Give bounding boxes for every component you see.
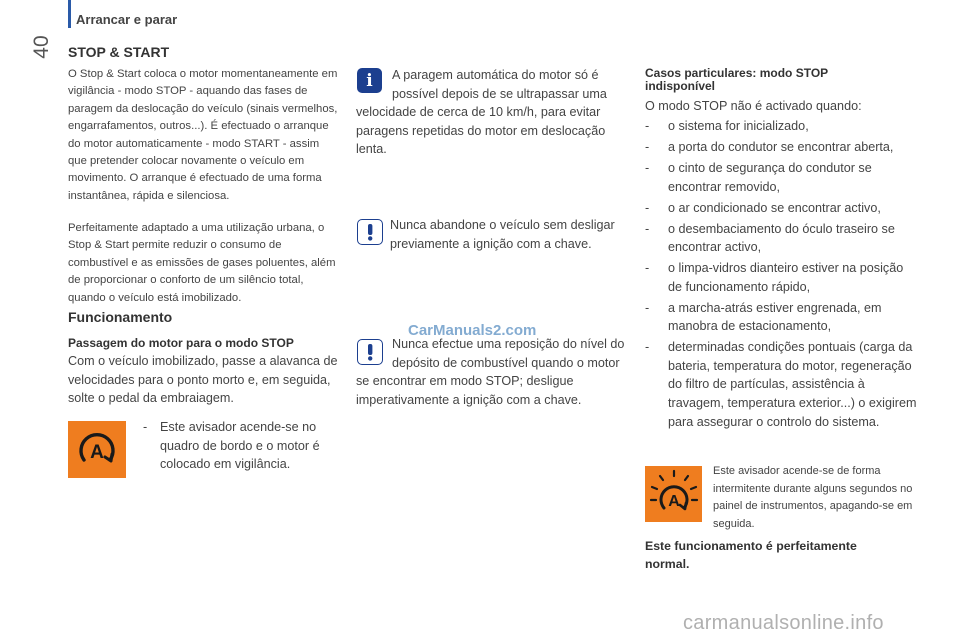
list-item: - o cinto de segurança do condutor se encontrar removido, bbox=[645, 160, 872, 194]
stop-start-warning-icon bbox=[68, 421, 126, 478]
final-note: Este funcionamento é perfeitamente normal. bbox=[645, 539, 857, 571]
stop-start-title: STOP & START bbox=[68, 44, 170, 60]
special-cases-lead: O modo STOP não é activado quando: bbox=[645, 99, 862, 113]
info-icon: i bbox=[357, 68, 382, 93]
info-note-text: A paragem automática do motor só é possível depois de se ultrapassar uma velocidade de cerca de 10 km/h, para evitar paragens repetidas do motor em deslocação lenta. bbox=[356, 68, 607, 157]
intro-paragraph-2: Perfeitamente adaptado a uma utilização urbana, o Stop & Start permite reduzir o consumo de combustível e as emissões de gases poluentes, além de proporcionar o conforto de um silêncio total, quando o veículo está imobilizado. bbox=[68, 222, 336, 304]
list-item: - o ar condicionado se encontrar activo, bbox=[645, 200, 881, 215]
list-item: - a marcha-atrás estiver engrenada, em manobra de estacionamento, bbox=[645, 300, 882, 334]
exclamation-icon bbox=[357, 219, 383, 245]
svg-text:A: A bbox=[667, 493, 680, 510]
warning-note-2 bbox=[356, 335, 628, 409]
list-item: - o sistema for inicializado, bbox=[645, 119, 809, 133]
exclamation-icon bbox=[357, 339, 383, 365]
stop-start-blinking-icon bbox=[645, 466, 702, 522]
carmanualsonline-watermark: carmanualsonline.info bbox=[683, 612, 884, 634]
blinking-indicator-text: Este avisador acende-se de forma intermitente durante alguns segundos no painel de instrumentos, apagando-se em seguida. bbox=[713, 465, 913, 530]
indicator-text: Este avisador acende-se no quadro de bordo e o motor é colocado em vigilância. bbox=[160, 420, 320, 472]
warning-note-2-text: Nunca efectue uma reposição do nível do depósito de combustível quando o motor se encontrar em modo STOP; desligue imperativamente a ignição com a chave. bbox=[356, 337, 625, 407]
subsection-text: Com o veículo imobilizado, passe a alavanca de velocidades para o ponto morto e, em seguida, solte o pedal da embraiagem. bbox=[68, 354, 338, 406]
svg-text:A: A bbox=[90, 441, 104, 463]
list-item: - a porta do condutor se encontrar aberta, bbox=[645, 139, 894, 154]
list-item: - o limpa-vidros dianteiro estiver na posição de funcionamento rápido, bbox=[645, 261, 904, 294]
subsection-title: Passagem do motor para o modo STOP bbox=[68, 336, 294, 350]
indicator-dash: - bbox=[143, 420, 148, 434]
special-cases-title: Casos particulares: modo STOP indisponível bbox=[645, 66, 828, 93]
section-header-title: Arrancar e parar bbox=[76, 12, 178, 27]
info-note bbox=[356, 66, 628, 159]
intro-paragraph-1: O Stop & Start coloca o motor momentaneamente em vigilância - modo STOP - aquando das fases de paragem da deslocação do veículo (sinais vermelhos, engarrafamentos, outros...). É efectuado o arranque do motor automaticamente - modo START - assim que pretender colocar novamente o veículo em movimento. O arranque é efectuado de uma forma instantânea, rápida e silenciosa. bbox=[68, 68, 338, 202]
carmanuals2-watermark: CarManuals2.com bbox=[408, 322, 537, 339]
list-item: - o desembaciamento do óculo traseiro se encontrar activo, bbox=[645, 221, 895, 255]
warning-note-1: Nunca abandone o veículo sem desligar previamente a ignição com a chave. bbox=[390, 218, 615, 251]
list-item: - determinadas condições pontuais (carga da bateria, temperatura do motor, regeneração do filtro de partículas, assistência à travagem, temperatura exterior...) o exigirem para assegurar o controlo do sistema. bbox=[645, 340, 917, 429]
page-number: 40 bbox=[30, 35, 53, 59]
stop-unavailable-list bbox=[645, 117, 920, 434]
header-accent-bar bbox=[68, 0, 71, 28]
funcionamento-title: Funcionamento bbox=[68, 309, 173, 325]
